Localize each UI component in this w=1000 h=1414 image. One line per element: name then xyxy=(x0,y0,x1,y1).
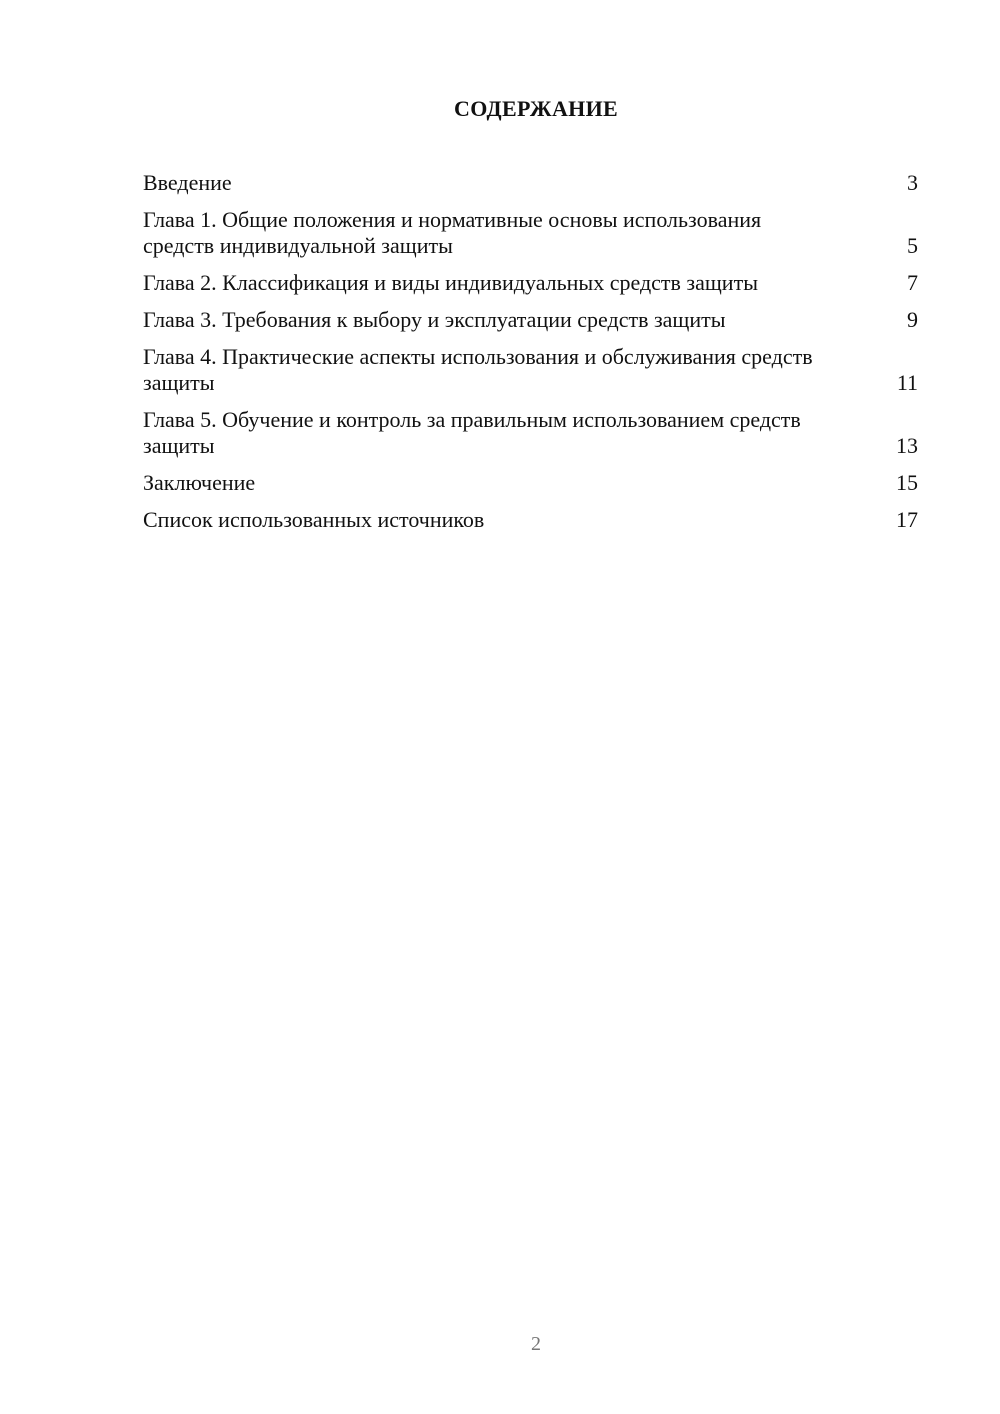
toc-entry-page: 7 xyxy=(907,270,918,295)
toc-entry[interactable] xyxy=(143,407,918,459)
toc-entry[interactable] xyxy=(143,270,918,296)
page-title: СОДЕРЖАНИЕ xyxy=(454,96,618,121)
toc-entry-title: Глава 1. Общие положения и нормативные основы использования средств индивидуальной защиты xyxy=(143,207,762,258)
toc-entry-title: Введение xyxy=(143,170,232,195)
toc-entry-page: 3 xyxy=(907,170,918,195)
toc-entry-page: 13 xyxy=(896,433,918,458)
toc-entry-page: 15 xyxy=(896,470,918,495)
toc-entry-title: Заключение xyxy=(143,470,256,495)
toc-entry-page: 5 xyxy=(907,233,918,258)
page-number: 2 xyxy=(531,1333,541,1355)
table-of-contents xyxy=(143,170,918,544)
toc-entry[interactable] xyxy=(143,170,918,196)
toc-entry-title: Глава 2. Классификация и виды индивидуальных средств защиты xyxy=(143,270,758,295)
toc-entry[interactable] xyxy=(143,207,918,259)
toc-entry-title: Глава 3. Требования к выбору и эксплуатации средств защиты xyxy=(143,307,726,332)
toc-entry-page: 9 xyxy=(907,307,918,332)
toc-entry-title: Глава 4. Практические аспекты использования и обслуживания средств защиты xyxy=(143,344,813,395)
toc-entry-title: Глава 5. Обучение и контроль за правильным использованием средств защиты xyxy=(143,407,801,458)
toc-entry[interactable] xyxy=(143,307,918,333)
toc-entry-page: 11 xyxy=(896,370,918,395)
toc-entry-page: 17 xyxy=(896,507,918,532)
toc-entry[interactable] xyxy=(143,344,918,396)
toc-entry[interactable] xyxy=(143,470,918,496)
toc-entry[interactable] xyxy=(143,507,918,533)
toc-entry-title: Список использованных источников xyxy=(143,507,485,532)
